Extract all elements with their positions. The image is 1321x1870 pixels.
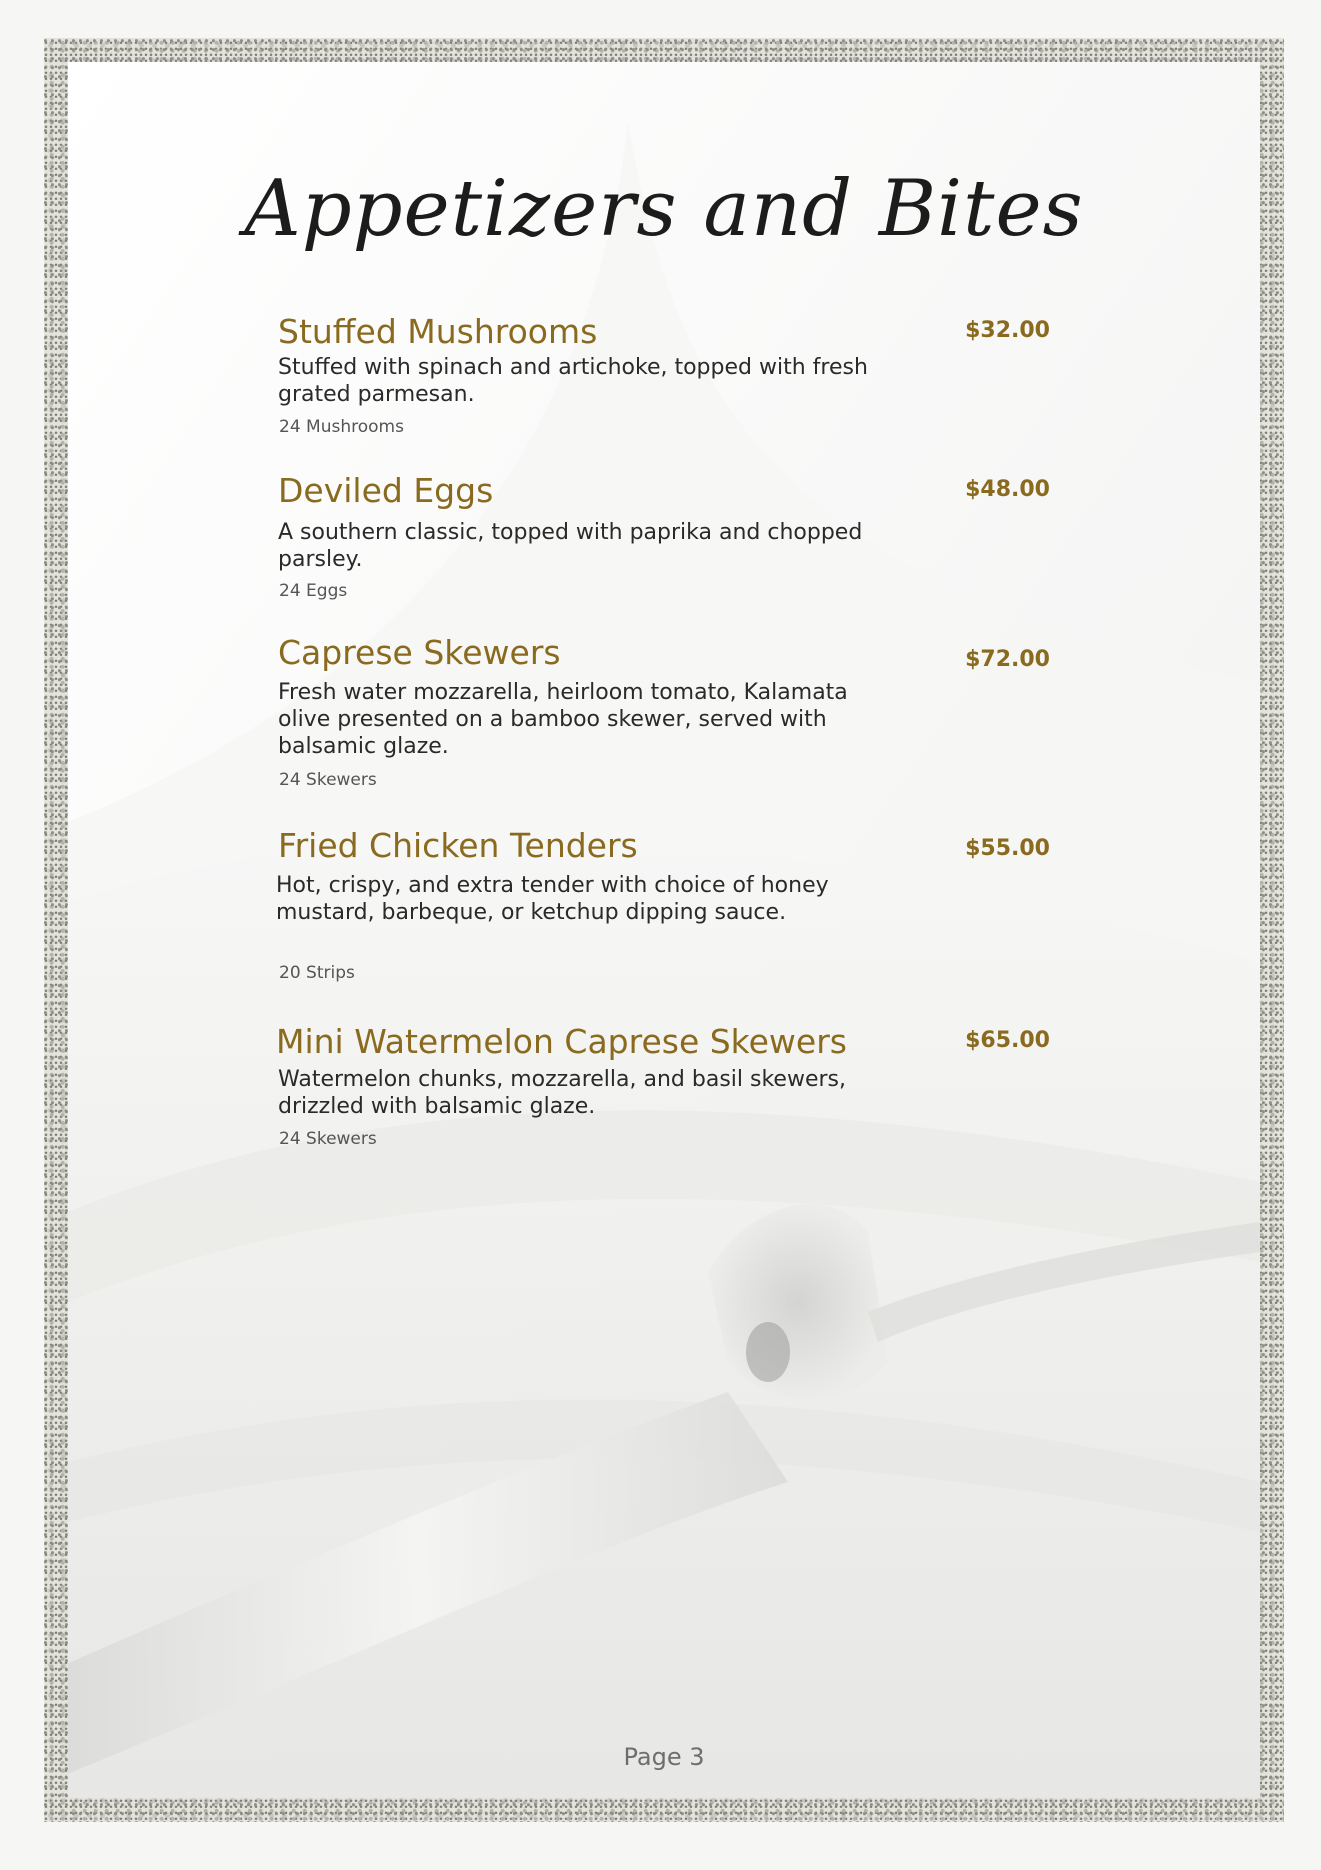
item-price: $48.00 [965, 477, 1050, 502]
item-quantity: 24 Mushrooms [279, 417, 404, 437]
menu-item [68, 469, 1260, 639]
item-description: A southern classic, topped with paprika and chopped parsley. [278, 520, 863, 572]
item-name: Fried Chicken Tenders [278, 826, 638, 865]
menu-item [68, 824, 1260, 994]
item-name: Stuffed Mushrooms [278, 312, 598, 351]
item-price: $72.00 [965, 647, 1050, 672]
item-price: $55.00 [965, 836, 1050, 861]
item-quantity: 24 Skewers [279, 770, 377, 790]
item-description: Fresh water mozzarella, heirloom tomato, Kalamata olive presented on a bamboo skewer, served with balsamic glaze. [278, 680, 848, 759]
item-name: Deviled Eggs [278, 471, 494, 510]
item-quantity: 24 Eggs [279, 581, 348, 601]
item-description: Watermelon chunks, mozzarella, and basil skewers, drizzled with balsamic glaze. [278, 1067, 846, 1119]
item-name: Mini Watermelon Caprese Skewers [276, 1022, 847, 1061]
item-quantity: 24 Skewers [279, 1129, 377, 1149]
menu-item [68, 310, 1260, 480]
page-number: Page 3 [623, 1743, 705, 1771]
menu-item [68, 1020, 1260, 1190]
item-price: $32.00 [965, 318, 1050, 343]
menu-panel [68, 62, 1260, 1798]
item-description: Stuffed with spinach and artichoke, topped with fresh grated parmesan. [278, 355, 868, 407]
item-price: $65.00 [965, 1028, 1050, 1053]
menu-item [68, 631, 1260, 801]
menu-title: Appetizers and Bites [244, 164, 1084, 254]
item-quantity: 20 Strips [279, 963, 355, 983]
item-description: Hot, crispy, and extra tender with choice of honey mustard, barbeque, or ketchup dipping sauce. [276, 873, 829, 925]
item-name: Caprese Skewers [278, 633, 561, 672]
